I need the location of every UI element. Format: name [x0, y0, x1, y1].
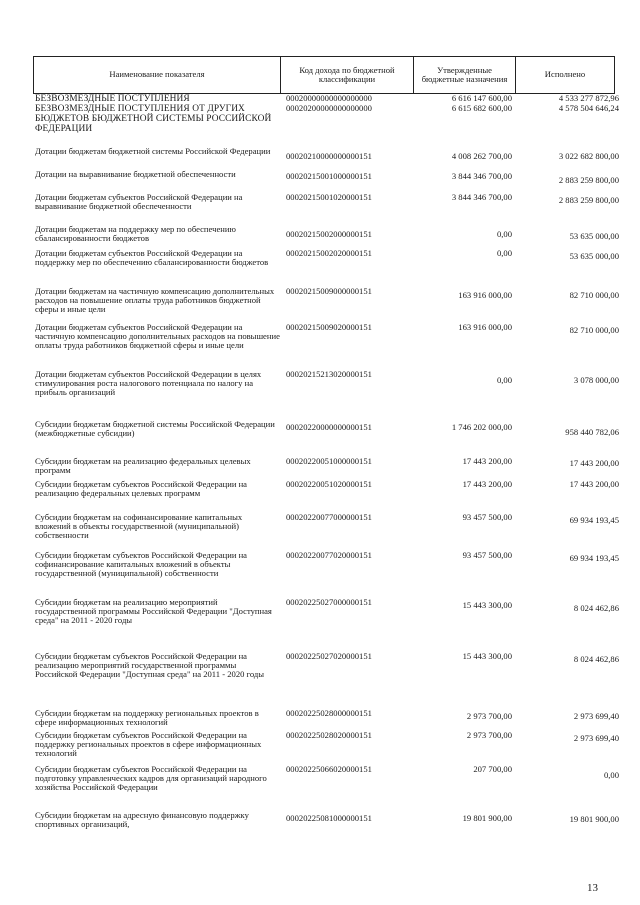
row-code: 00020200000000000000	[286, 103, 372, 113]
row-name: БЕЗВОЗМЕЗДНЫЕ ПОСТУПЛЕНИЯ	[35, 94, 190, 104]
table-row	[33, 225, 623, 249]
row-executed: 69 934 193,45	[569, 553, 619, 563]
row-code: 00020225027020000151	[286, 651, 372, 661]
row-approved: 0,00	[496, 229, 512, 239]
row-name: Субсидии бюджетам на софинансирование капитальных вложений в объекты государственной (муниципальной) собственности	[35, 512, 243, 541]
row-executed: 958 440 782,06	[565, 427, 619, 437]
row-approved: 6 615 682 600,00	[451, 103, 512, 113]
row-code: 00020215213020000151	[286, 369, 372, 379]
row-name: Субсидии бюджетам на реализацию мероприятий государственной программы Российской Федерации "Доступная среда" на 2011 - 2020 годы	[35, 597, 272, 626]
table-header	[33, 56, 615, 94]
row-name: Субсидии бюджетам субъектов Российской Федерации на поддержку региональных проектов в сфере информационных технологий	[35, 730, 262, 759]
table-row	[33, 652, 623, 709]
row-approved: 3 844 346 700,00	[451, 192, 512, 202]
row-name: Субсидии бюджетам на адресную финансовую поддержку спортивных организаций,	[35, 810, 249, 830]
header-code: Код дохода по бюджетной классификации	[281, 57, 414, 93]
table-row	[33, 765, 623, 811]
table-row	[33, 249, 623, 287]
row-approved: 93 457 500,00	[462, 550, 512, 560]
row-code: 00020000000000000000	[286, 93, 372, 103]
row-name: Дотации бюджетам на частичную компенсацию дополнительных расходов на повышение оплаты труда работников бюджетной сферы и иные цели	[35, 286, 275, 315]
row-code: 00020215009000000151	[286, 286, 372, 296]
row-approved: 163 916 000,00	[458, 322, 512, 332]
table-row	[33, 193, 623, 225]
row-code: 00020225027000000151	[286, 597, 372, 607]
row-executed: 19 801 900,00	[569, 814, 619, 824]
row-name: Дотации бюджетам субъектов Российской Федерации на выравнивание бюджетной обеспеченности	[35, 192, 243, 212]
row-executed: 2 883 259 800,00	[558, 195, 619, 205]
row-name: Субсидии бюджетам субъектов Российской Федерации на реализацию федеральных целевых программ	[35, 479, 247, 499]
row-name: Субсидии бюджетам на поддержку региональных проектов в сфере информационных технологий	[35, 708, 259, 728]
table-row	[33, 709, 623, 731]
row-executed: 3 022 682 800,00	[558, 151, 619, 161]
row-name: Дотации бюджетам на поддержку мер по обеспечению сбалансированности бюджетов	[35, 224, 236, 244]
row-approved: 93 457 500,00	[462, 512, 512, 522]
row-executed: 17 443 200,00	[569, 458, 619, 468]
table-row	[33, 170, 623, 193]
row-approved: 2 973 700,00	[466, 711, 512, 721]
row-code: 00020220051000000151	[286, 456, 372, 466]
row-approved: 15 443 300,00	[462, 651, 512, 661]
page-number: 13	[587, 882, 598, 894]
row-executed: 17 443 200,00	[569, 479, 619, 489]
row-executed: 2 973 699,40	[573, 733, 619, 743]
row-name: Дотации бюджетам субъектов Российской Федерации на поддержку мер по обеспечению сбалансированности бюджетов	[35, 248, 269, 268]
row-executed: 2 883 259 800,00	[558, 175, 619, 185]
table-row	[33, 147, 623, 170]
row-executed: 4 533 277 872,96	[558, 93, 619, 103]
row-code: 00020220000000000151	[286, 422, 372, 432]
row-code: 00020220077000000151	[286, 512, 372, 522]
row-name: Субсидии бюджетам субъектов Российской Федерации на реализацию мероприятий государственной программы Российской Федерации "Доступная среда" на 2011 - 2020 годы	[35, 651, 265, 680]
row-approved: 1 746 202 000,00	[451, 422, 512, 432]
row-code: 00020215002020000151	[286, 248, 372, 258]
row-name: Субсидии бюджетам субъектов Российской Федерации на софинансирование капитальных вложений в объекты государственной (муниципальной) собственности	[35, 550, 247, 579]
row-code: 00020220077020000151	[286, 550, 372, 560]
row-code: 00020225066020000151	[286, 764, 372, 774]
row-approved: 207 700,00	[473, 764, 512, 774]
row-approved: 0,00	[496, 375, 512, 385]
row-approved: 6 616 147 600,00	[451, 93, 512, 103]
row-name: Субсидии бюджетам на реализацию федеральных целевых программ	[35, 456, 251, 476]
row-name: Субсидии бюджетам бюджетной системы Российской Федерации (межбюджетные субсидии)	[35, 419, 275, 439]
row-name: Дотации на выравнивание бюджетной обеспеченности	[35, 169, 236, 179]
row-name: Субсидии бюджетам субъектов Российской Федерации на подготовку управленческих кадров для организаций народного хозяйства Российской Федерации	[35, 764, 267, 793]
row-approved: 0,00	[496, 248, 512, 258]
row-name: Дотации бюджетам бюджетной системы Российской Федерации	[35, 146, 271, 156]
table-row	[33, 287, 623, 323]
row-code: 00020215009020000151	[286, 322, 372, 332]
row-approved: 163 916 000,00	[458, 290, 512, 300]
row-executed: 69 934 193,45	[569, 515, 619, 525]
row-executed: 8 024 462,86	[573, 603, 619, 613]
row-approved: 19 801 900,00	[462, 813, 512, 823]
row-executed: 4 578 504 646,24	[558, 103, 619, 113]
row-executed: 82 710 000,00	[569, 290, 619, 300]
row-code: 00020225028020000151	[286, 730, 372, 740]
header-executed: Исполнено	[544, 69, 586, 80]
row-approved: 15 443 300,00	[462, 600, 512, 610]
row-name: Дотации бюджетам субъектов Российской Федерации в целях стимулирования роста налогового потенциала по налогу на прибыль организаций	[35, 369, 262, 398]
row-approved: 4 008 262 700,00	[451, 151, 512, 161]
table-body	[33, 94, 623, 835]
table-row	[33, 513, 623, 551]
row-code: 00020210000000000151	[286, 151, 372, 161]
row-name: БЕЗВОЗМЕЗДНЫЕ ПОСТУПЛЕНИЯ ОТ ДРУГИХ БЮДЖЕТОВ БЮДЖЕТНОЙ СИСТЕМЫ РОССИЙСКОЙ ФЕДЕРАЦИИ	[35, 104, 272, 134]
row-name: Дотации бюджетам субъектов Российской Федерации на частичную компенсацию дополнительных расходов на повышение оплаты труда работников бюджетной сферы и иные цели	[35, 322, 280, 351]
table-row	[33, 598, 623, 652]
table-row	[33, 480, 623, 513]
row-executed: 2 973 699,40	[573, 711, 619, 721]
row-executed: 82 710 000,00	[569, 325, 619, 335]
table-row	[33, 104, 623, 147]
row-code: 00020225028000000151	[286, 708, 372, 718]
row-code: 00020215002000000151	[286, 229, 372, 239]
row-executed: 8 024 462,86	[573, 654, 619, 664]
row-executed: 53 635 000,00	[569, 251, 619, 261]
row-executed: 53 635 000,00	[569, 231, 619, 241]
table-row	[33, 811, 623, 835]
table-row	[33, 457, 623, 480]
row-executed: 0,00	[603, 770, 619, 780]
row-code: 00020215001020000151	[286, 192, 372, 202]
row-code: 00020225081000000151	[286, 813, 372, 823]
row-approved: 2 973 700,00	[466, 730, 512, 740]
row-code: 00020215001000000151	[286, 171, 372, 181]
table-row	[33, 370, 623, 420]
table-row	[33, 420, 623, 457]
table-row	[33, 551, 623, 598]
table-row	[33, 323, 623, 370]
row-approved: 17 443 200,00	[462, 479, 512, 489]
row-approved: 3 844 346 700,00	[451, 171, 512, 181]
row-executed: 3 078 000,00	[573, 375, 619, 385]
row-approved: 17 443 200,00	[462, 456, 512, 466]
table-row	[33, 731, 623, 765]
row-code: 00020220051020000151	[286, 479, 372, 489]
header-name: Наименование показателя	[34, 57, 281, 93]
header-approved: Утвержденные бюджетные назначения	[414, 57, 516, 93]
